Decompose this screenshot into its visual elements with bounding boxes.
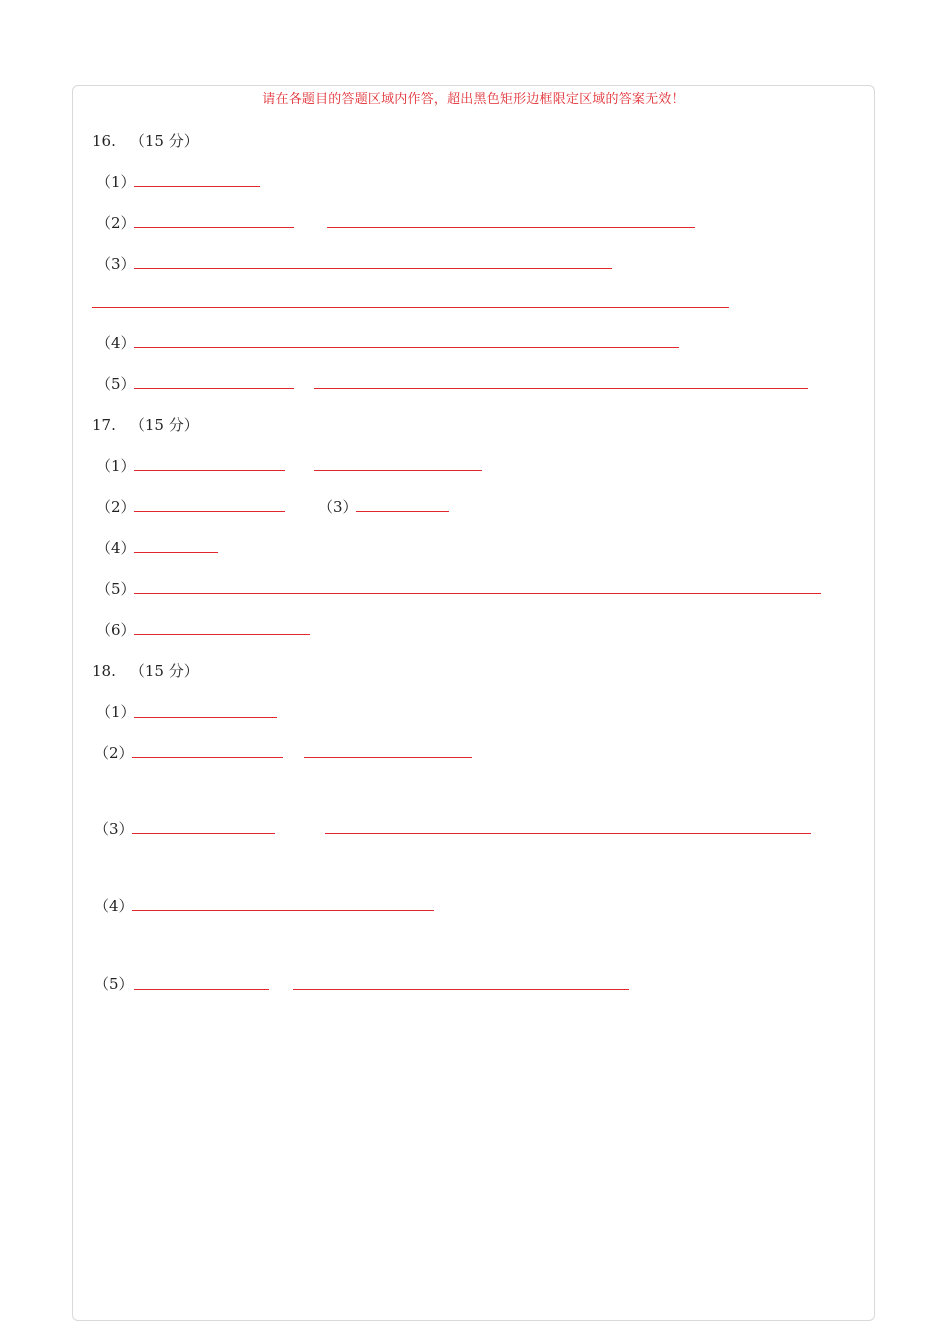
q17-part-5-answer-blank[interactable]: [134, 593, 821, 594]
question-number: 17.: [92, 416, 116, 434]
q18-part-3-answer-blank-a[interactable]: [132, 833, 275, 834]
q18-part-2-answer-blank-b[interactable]: [304, 757, 472, 758]
q16-part-2-answer-blank-a[interactable]: [134, 227, 294, 228]
q17-part-2-label: （2）: [96, 498, 136, 516]
q17-part-3-answer-blank[interactable]: [356, 511, 449, 512]
q17-part-6-label: （6）: [96, 621, 136, 639]
q18-part-3-answer-blank-b[interactable]: [325, 833, 811, 834]
q16-part-3-label: （3）: [96, 255, 136, 273]
q17-part-1-label: （1）: [96, 457, 136, 475]
q16-part-3-answer-blank-b[interactable]: [92, 307, 729, 308]
question-18-title: [92, 660, 199, 681]
q17-part-4-answer-blank[interactable]: [134, 552, 218, 553]
q16-part-1-answer-blank[interactable]: [134, 186, 260, 187]
q18-part-2-label: （2）: [94, 744, 134, 762]
question-score: （15 分）: [129, 662, 199, 680]
q18-part-4-answer-blank[interactable]: [132, 910, 434, 911]
q17-part-2-answer-blank[interactable]: [134, 511, 285, 512]
q18-part-1-answer-blank[interactable]: [134, 717, 277, 718]
q18-part-5-answer-blank-b[interactable]: [293, 989, 629, 990]
question-score: （15 分）: [129, 132, 199, 150]
q18-part-5-answer-blank-a[interactable]: [134, 989, 269, 990]
q16-part-5-answer-blank-a[interactable]: [134, 388, 294, 389]
q17-part-4-label: （4）: [96, 539, 136, 557]
question-score: （15 分）: [129, 416, 199, 434]
question-16-title: [92, 130, 199, 151]
q16-part-1-label: （1）: [96, 173, 136, 191]
q18-part-2-answer-blank-a[interactable]: [132, 757, 283, 758]
q18-part-3-label: （3）: [94, 820, 134, 838]
q17-part-1-answer-blank-b[interactable]: [314, 470, 482, 471]
q16-part-4-label: （4）: [96, 334, 136, 352]
q18-part-4-label: （4）: [94, 897, 134, 915]
q16-part-3-answer-blank-a[interactable]: [134, 268, 612, 269]
question-17-title: [92, 414, 199, 435]
question-number: 18.: [92, 662, 116, 680]
answer-area-notice: 请在各题目的答题区域内作答，超出黑色矩形边框限定区域的答案无效！: [262, 92, 685, 107]
q18-part-1-label: （1）: [96, 703, 136, 721]
q17-part-3-label: （3）: [318, 498, 358, 516]
q17-part-5-label: （5）: [96, 580, 136, 598]
q17-part-1-answer-blank-a[interactable]: [134, 470, 285, 471]
q16-part-4-answer-blank[interactable]: [134, 347, 679, 348]
question-number: 16.: [92, 132, 116, 150]
q16-part-2-label: （2）: [96, 214, 136, 232]
q16-part-2-answer-blank-b[interactable]: [327, 227, 695, 228]
q18-part-5-label: （5）: [94, 975, 134, 993]
q16-part-5-answer-blank-b[interactable]: [314, 388, 808, 389]
q17-part-6-answer-blank[interactable]: [134, 634, 310, 635]
answer-area-frame: [72, 85, 875, 1321]
q16-part-5-label: （5）: [96, 375, 136, 393]
